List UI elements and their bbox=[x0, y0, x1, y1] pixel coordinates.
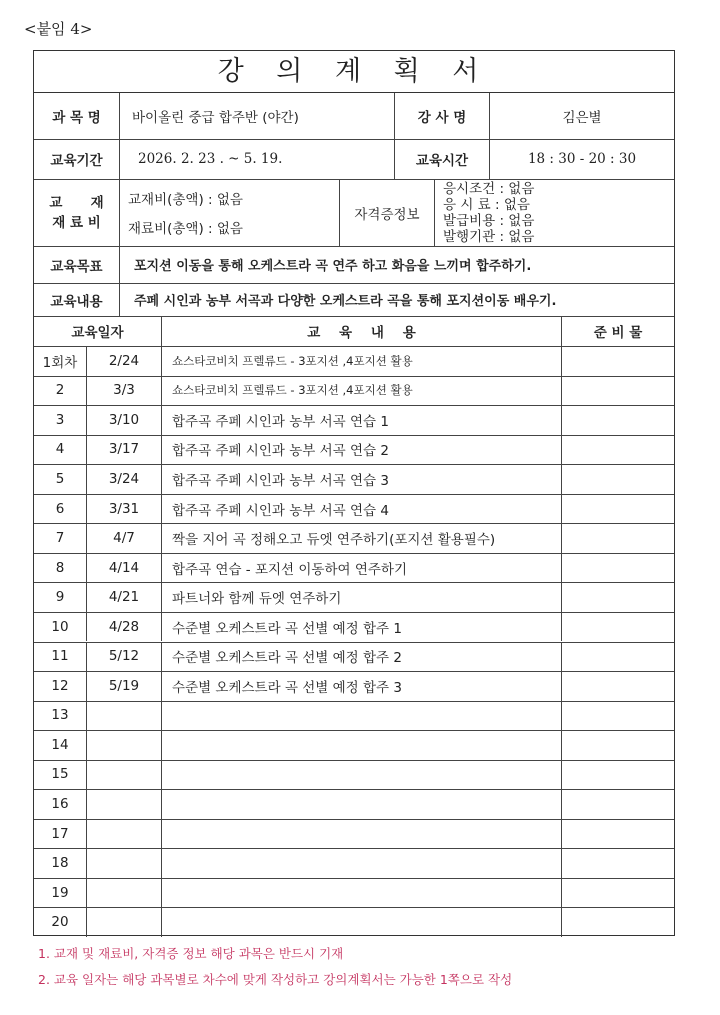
session-content bbox=[161, 907, 561, 937]
cert-line: 응시조건 : 없음 bbox=[443, 180, 535, 197]
session-content: 수준별 오케스트라 곡 선별 예정 합주 1 bbox=[161, 612, 561, 642]
session-prep bbox=[561, 405, 674, 435]
session-date: 3/24 bbox=[86, 464, 161, 494]
schedule-header-prep: 준 비 물 bbox=[561, 316, 674, 346]
session-number: 9 bbox=[55, 589, 65, 606]
session-content: 쇼스타코비치 프렐류드 - 3포지션 ,4포지션 활용 bbox=[161, 346, 561, 376]
session-content bbox=[161, 730, 561, 760]
session-number: 18 bbox=[51, 855, 69, 872]
session-content: 합주곡 연습 - 포지션 이동하여 연주하기 bbox=[161, 553, 561, 583]
session-content: 합주곡 주페 시인과 농부 서곡 연습 4 bbox=[161, 494, 561, 524]
cert-label: 자격증정보 bbox=[339, 179, 434, 246]
session-number: 14 bbox=[51, 736, 69, 753]
session-number: 4 bbox=[55, 441, 65, 458]
session-prep bbox=[561, 553, 674, 583]
note-1: 1. 교재 및 재료비, 자격증 정보 해당 과목은 반드시 기재 bbox=[38, 946, 344, 961]
lecture-plan-form bbox=[33, 50, 675, 936]
textbook-fee: 교재비(총액) : 없음 bbox=[128, 191, 243, 208]
session-content: 쇼스타코비치 프렐류드 - 3포지션 ,4포지션 활용 bbox=[161, 376, 561, 406]
session-date: 4/7 bbox=[86, 523, 161, 553]
content-label: 교육내용 bbox=[50, 293, 103, 310]
material-fee: 재료비(총액) : 없음 bbox=[128, 221, 243, 238]
session-date: 3/3 bbox=[86, 376, 161, 406]
period-label: 교육기간 bbox=[50, 153, 103, 169]
session-content: 파트너와 함께 듀엣 연주하기 bbox=[161, 582, 561, 612]
attachment-label: <붙임 4> bbox=[24, 20, 93, 38]
session-prep bbox=[561, 582, 674, 612]
period-value: 2026. 2. 23 . ~ 5. 19. bbox=[119, 139, 394, 179]
materials-label bbox=[34, 179, 119, 246]
session-date: 2/24 bbox=[86, 346, 161, 376]
session-number: 3 bbox=[55, 411, 65, 428]
session-number: 17 bbox=[51, 825, 69, 842]
instructor-value: 김은별 bbox=[489, 93, 674, 139]
cert-info bbox=[434, 179, 674, 246]
session-prep bbox=[561, 760, 674, 790]
session-date: 5/12 bbox=[86, 642, 161, 672]
course-name-value: 바이올린 중급 합주반 (야간) bbox=[119, 93, 394, 139]
session-prep bbox=[561, 376, 674, 406]
course-name-label: 과 목 명 bbox=[52, 110, 101, 126]
session-prep bbox=[561, 789, 674, 819]
session-date: 3/17 bbox=[86, 435, 161, 465]
session-content: 수준별 오케스트라 곡 선별 예정 합주 2 bbox=[161, 642, 561, 672]
session-date bbox=[86, 760, 161, 790]
session-number: 10 bbox=[51, 618, 69, 635]
session-date bbox=[86, 730, 161, 760]
session-prep bbox=[561, 819, 674, 849]
session-content bbox=[161, 819, 561, 849]
session-date: 4/21 bbox=[86, 582, 161, 612]
cert-line: 응 시 료 : 없음 bbox=[443, 196, 530, 213]
session-number: 19 bbox=[51, 884, 69, 901]
session-number: 8 bbox=[55, 559, 65, 576]
session-prep bbox=[561, 671, 674, 701]
time-value: 18 : 30 - 20 : 30 bbox=[489, 139, 674, 179]
document-title: 강 의 계 획 서 bbox=[34, 51, 674, 93]
materials-label-line-2: 재 료 비 bbox=[52, 214, 101, 231]
session-date bbox=[86, 819, 161, 849]
session-date: 3/31 bbox=[86, 494, 161, 524]
session-number: 7 bbox=[55, 530, 65, 547]
session-prep bbox=[561, 730, 674, 760]
session-content: 합주곡 주페 시인과 농부 서곡 연습 2 bbox=[161, 435, 561, 465]
goal-label: 교육목표 bbox=[50, 258, 103, 275]
session-content bbox=[161, 789, 561, 819]
session-prep bbox=[561, 701, 674, 731]
session-content: 합주곡 주페 시인과 농부 서곡 연습 3 bbox=[161, 464, 561, 494]
session-prep bbox=[561, 435, 674, 465]
session-prep bbox=[561, 907, 674, 937]
schedule-header-content: 교 육 내 용 bbox=[161, 316, 561, 346]
fees-cell bbox=[119, 179, 339, 246]
note-2: 2. 교육 일자는 해당 과목별로 차수에 맞게 작성하고 강의계획서는 가능한 1쪽으로 작성 bbox=[38, 972, 513, 987]
session-date bbox=[86, 878, 161, 908]
cert-line: 발급비용 : 없음 bbox=[443, 212, 535, 229]
session-prep bbox=[561, 878, 674, 908]
session-content bbox=[161, 760, 561, 790]
session-number: 1회차 bbox=[42, 354, 78, 371]
session-number: 6 bbox=[55, 500, 65, 517]
instructor-label: 강 사 명 bbox=[394, 93, 489, 139]
session-prep bbox=[561, 848, 674, 878]
session-prep bbox=[561, 464, 674, 494]
session-number: 20 bbox=[51, 914, 69, 931]
session-date bbox=[86, 789, 161, 819]
session-date: 4/14 bbox=[86, 553, 161, 583]
session-number: 2 bbox=[55, 382, 65, 399]
session-content bbox=[161, 848, 561, 878]
schedule-header-date: 교육일자 bbox=[71, 325, 124, 341]
goal-value: 포지션 이동을 통해 오케스트라 곡 연주 하고 화음을 느끼며 합주하기. bbox=[119, 246, 674, 283]
session-number: 11 bbox=[51, 648, 69, 665]
session-prep bbox=[561, 346, 674, 376]
session-date bbox=[86, 701, 161, 731]
session-prep bbox=[561, 523, 674, 553]
session-number: 13 bbox=[51, 707, 69, 724]
session-content bbox=[161, 878, 561, 908]
session-number: 5 bbox=[55, 470, 65, 487]
materials-label-line-1: 교 재 bbox=[49, 194, 104, 211]
session-date bbox=[86, 848, 161, 878]
session-content bbox=[161, 701, 561, 731]
session-date: 3/10 bbox=[86, 405, 161, 435]
session-date: 5/19 bbox=[86, 671, 161, 701]
session-number: 12 bbox=[51, 677, 69, 694]
session-number: 16 bbox=[51, 796, 69, 813]
session-prep bbox=[561, 642, 674, 672]
session-prep bbox=[561, 612, 674, 642]
time-label: 교육시간 bbox=[394, 139, 489, 179]
session-date bbox=[86, 907, 161, 937]
session-date: 4/28 bbox=[86, 612, 161, 642]
session-content: 합주곡 주페 시인과 농부 서곡 연습 1 bbox=[161, 405, 561, 435]
session-content: 수준별 오케스트라 곡 선별 예정 합주 3 bbox=[161, 671, 561, 701]
session-prep bbox=[561, 494, 674, 524]
session-number: 15 bbox=[51, 766, 69, 783]
session-content: 짝을 지어 곡 정해오고 듀엣 연주하기(포지션 활용필수) bbox=[161, 523, 561, 553]
cert-line: 발행기관 : 없음 bbox=[443, 228, 535, 245]
content-value: 주페 시인과 농부 서곡과 다양한 오케스트라 곡을 통해 포지션이동 배우기. bbox=[119, 283, 674, 316]
